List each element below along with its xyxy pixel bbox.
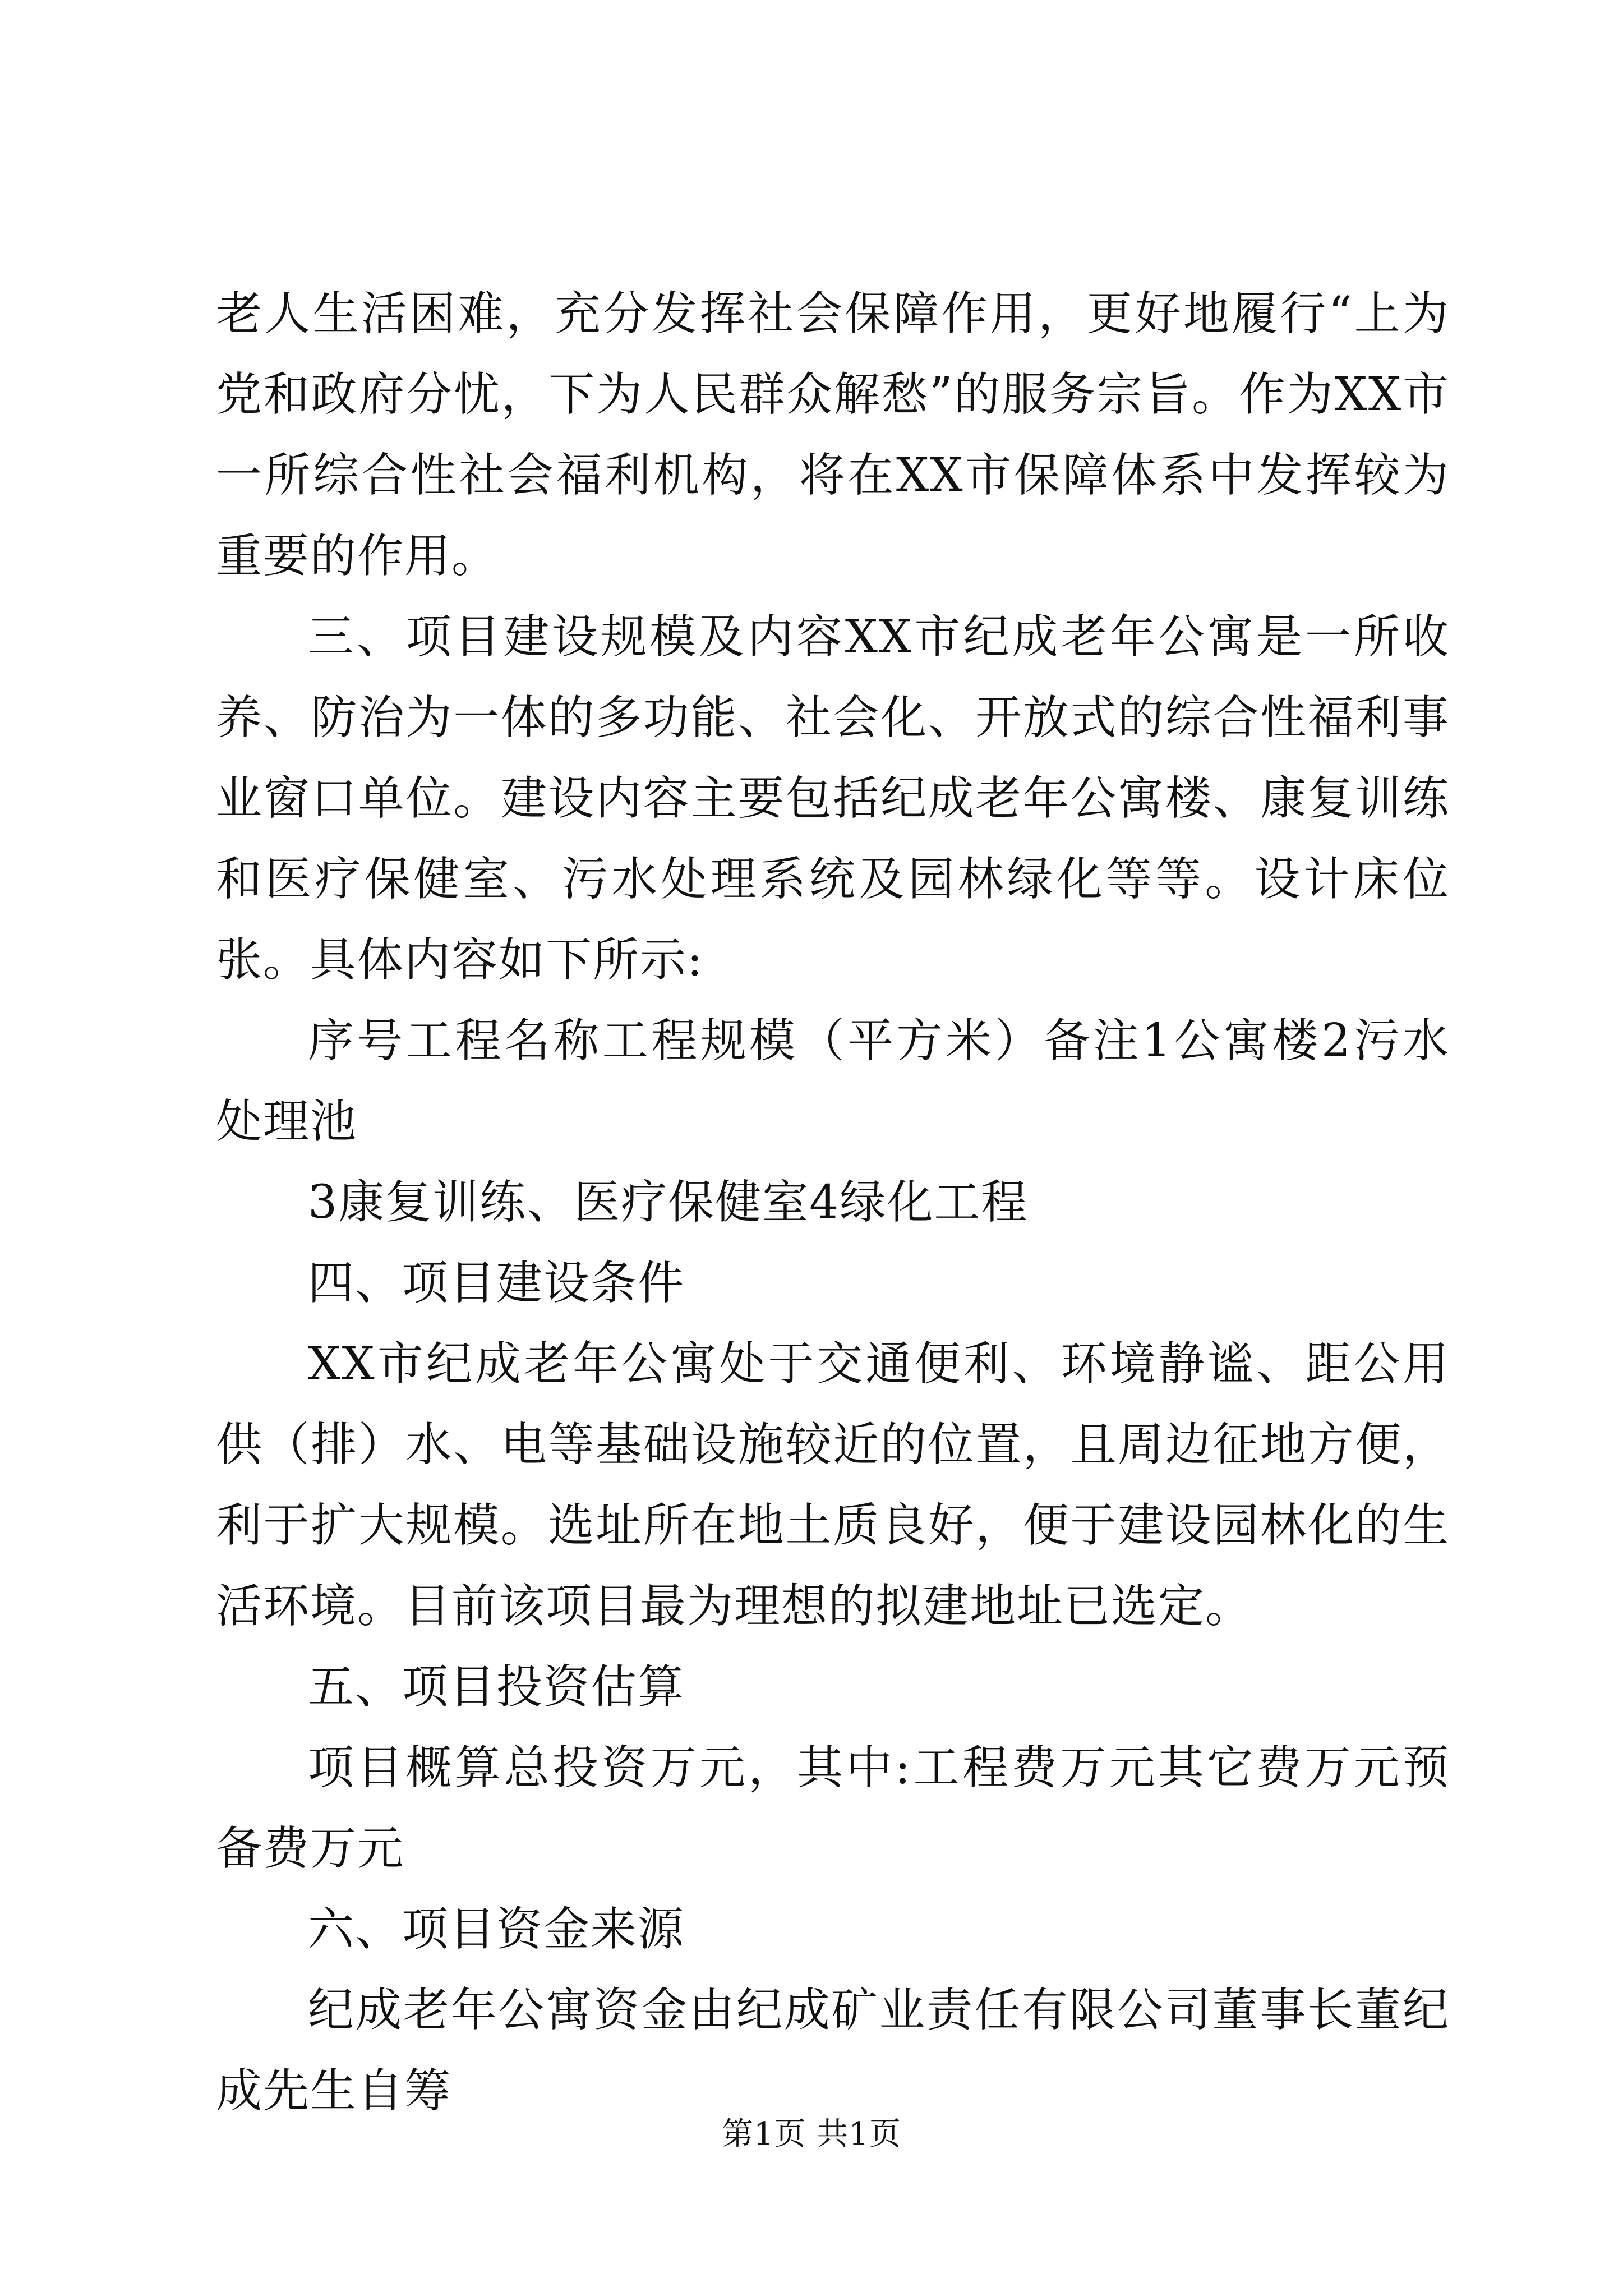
paragraph-section-5: 项目概算总投资万元，其中:工程费万元其它费万元预备费万元: [216, 1741, 1450, 1875]
paragraph-section-6: 纪成老年公寓资金由纪成矿业责任有限公司董事长董纪成先生自筹: [216, 1984, 1450, 2118]
paragraph-continuation: 老人生活困难，充分发挥社会保障作用，更好地履行“上为党和政府分忧，下为人民群众解愁”的服务宗旨。作为XX市一所综合性社会福利机构，将在XX市保障体系中发挥较为重要的作用。: [216, 287, 1450, 583]
paragraph-section-4: XX市纪成老年公寓处于交通便利、环境静谧、距公用供（排）水、电等基础设施较近的位置，且周边征地方便，利于扩大规模。选址所在地土质良好，便于建设园林化的生活环境。目前该项目最为理想的拟建地址已选定。: [216, 1337, 1450, 1633]
document-body: [216, 274, 1450, 2132]
paragraph-section-3: 三、项目建设规模及内容XX市纪成老年公寓是一所收养、防治为一体的多功能、社会化、开放式的综合性福利事业窗口单位。建设内容主要包括纪成老年公寓楼、康复训练和医疗保健室、污水处理系统及园林绿化等等。设计床位张。具体内容如下所示:: [216, 610, 1450, 987]
heading-section-6: 六、项目资金来源: [308, 1903, 685, 1956]
paragraph-table-rows: 3康复训练、医疗保健室4绿化工程: [308, 1176, 1029, 1229]
paragraph-table-header: 序号工程名称工程规模（平方米）备注1公寓楼2污水处理池: [216, 1014, 1450, 1148]
page-footer: 第1页 共1页: [721, 2116, 902, 2152]
heading-section-4: 四、项目建设条件: [308, 1257, 685, 1310]
heading-section-5: 五、项目投资估算: [308, 1660, 685, 1714]
